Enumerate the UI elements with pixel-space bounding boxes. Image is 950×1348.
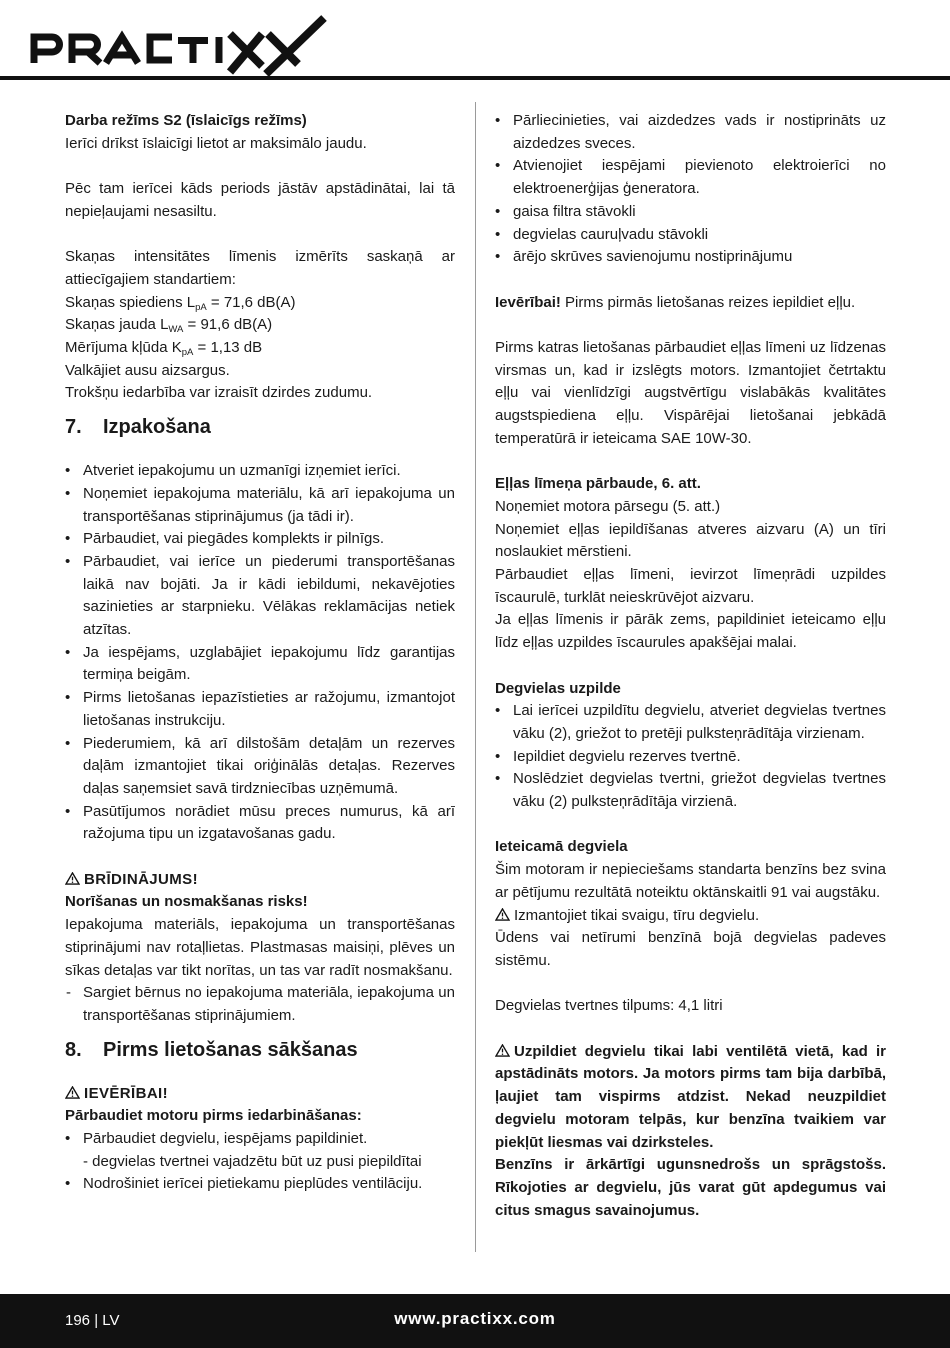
oil-check-line: Noņemiet motora pārsegu (5. att.) <box>495 497 721 515</box>
cool-text: Pēc tam ierīcei kāds periods jāstāv apstādinātai, lai tā nepieļaujami nesasiltu. <box>65 180 455 220</box>
warning-title: BRĪDINĀJUMS! <box>65 869 455 892</box>
tank-capacity: Degvielas tvertnes tilpums: 4,1 litri <box>495 997 723 1015</box>
fuel-list <box>495 700 886 814</box>
list-item: • Pārbaudiet, vai ierīce un piederumi transportēšanas laikā nav bojāti. Ja ir kādi iebildumi, nekavējoties sazinieties ar starpnieku. Vēlākas reklamācijas netiek atzītas. <box>65 551 455 642</box>
water-text: Ūdens vai netīrumi benzīnā bojā degvielas padeves sistēmu. <box>495 929 886 969</box>
fuel-title: Degvielas uzpilde <box>495 679 621 697</box>
left-column <box>65 110 455 1196</box>
fresh-fuel-warning: Izmantojiet tikai svaigu, tīru degvielu. <box>495 905 886 928</box>
header-rule <box>0 76 950 80</box>
list-item: • Pirms lietošanas iepazīstieties ar ražojumu, izmantojot lietošanas instrukciju. <box>65 687 455 732</box>
list-item: • Pārliecinieties, vai aizdedzes vads ir nostiprināts uz aizdedzes sveces. <box>495 110 886 155</box>
recommended-fuel-text: Šim motoram ir nepieciešams standarta benzīns bez svina ar pētījumu rezultātā noteiktu oktānskaitli 91 vai augstāku. <box>495 861 886 901</box>
oil-check-line: Ja eļļas līmenis ir pārāk zems, papildiniet ieteicamo eļļu līdz eļļas uzpildes īscaurules apakšējai malai. <box>495 611 886 652</box>
recommended-fuel-title: Ieteicamā degviela <box>495 838 628 856</box>
list-item: • Noņemiet iepakojuma materiālu, kā arī iepakojuma un transportēšanas stiprinājumus (ja tādi ir). <box>65 483 455 528</box>
section-7-heading: 7. Izpakošana <box>65 416 211 439</box>
right-column <box>495 110 886 1222</box>
column-divider <box>475 102 476 1252</box>
practixx-logo <box>30 14 330 76</box>
list-item: • Atveriet iepakojumu un uzmanīgi izņemiet ierīci. <box>65 460 455 483</box>
list-item: • Atvienojiet iespējami pievienoto elektroierīci no elektroenerģijas ģeneratora. <box>495 155 886 200</box>
sound-pressure: Skaņas spiediens $L_{pA} = 71,6$ dB(A) <box>65 293 296 313</box>
check-list-continued <box>495 110 886 269</box>
page-number: 196 | LV <box>65 1312 120 1329</box>
page-footer <box>0 1294 950 1348</box>
attention-title: IEVĒRĪBAI! <box>65 1083 455 1106</box>
ear-protection: Valkājiet ausu aizsargus. <box>65 361 230 379</box>
noise-intro: Skaņas intensitātes līmenis izmērīts saskaņā ar attiecīgajiem standartiem: <box>65 248 455 288</box>
safety-warning-2: Benzīns ir ārkārtīgi ugunsnedrošs un sprāgstošs. Rīkojoties ar degvielu, jūs varat gūt apdegumus vai citus smagus savainojumus. <box>495 1156 886 1219</box>
list-item: • Pārbaudiet degvielu, iespējams papildiniet. - degvielas tvertnei vajadzētu būt uz pusi piepildītai <box>65 1128 455 1173</box>
list-item: • gaisa filtra stāvokli <box>495 201 886 224</box>
list-item: • Nodrošiniet ierīcei pietiekamu pieplūdes ventilāciju. <box>65 1173 455 1196</box>
warning-triangle-icon <box>65 869 80 892</box>
list-item: • Pārbaudiet, vai piegādes komplekts ir pilnīgs. <box>65 528 455 551</box>
sound-power: Skaņas jauda $L_{WA} = 91,6$ dB(A) <box>65 316 273 336</box>
oil-text: Pirms katras lietošanas pārbaudiet eļļas līmeni uz līdzenas virsmas un, kad ir izslēgts motors. Izmantojiet četrtaktu eļļu vai vienlīdzīgi augstvērtīgu vislabākās kvalitātes augstspiediena eļļu. Vispārējai lietošanai jebkādā temperatūrā ir ieteicama SAE 10W-30. <box>495 339 886 447</box>
unpack-list <box>65 460 455 846</box>
list-item: • Piederumiem, kā arī dilstošām detaļām un rezerves daļām izmantojiet tikai oriģinālās detaļas. Rezerves daļas saņemsiet savā tirdzniecības uzņēmumā. <box>65 733 455 801</box>
oil-check-line: Pārbaudiet eļļas līmeni, ievirzot līmeņrādi uzpildes īscaurulē, turklāt neieskrūvējot aizvaru. <box>495 566 886 606</box>
list-item: • Pasūtījumos norādiet mūsu preces numurus, kā arī ražojuma tipu un izgatavošanas gadu. <box>65 801 455 846</box>
oil-check-line: Noņemiet eļļas iepildīšanas atveres aizvaru (A) un tīri noslaukiet mērstieni. <box>495 520 886 561</box>
s2-text: Ierīci drīkst īslaicīgi lietot ar maksimālo jaudu. <box>65 134 367 152</box>
list-item: • ārējo skrūves savienojumu nostiprinājumu <box>495 246 886 269</box>
s2-title: Darba režīms S2 (īslaicīgs režīms) <box>65 112 307 129</box>
list-item: • Noslēdziet degvielas tvertni, griežot degvielas tvertnes vāku (2) pulksteņrādītāja virzienā. <box>495 768 886 813</box>
list-item: - Sargiet bērnus no iepakojuma materiāla, iepakojuma un transportēšanas stiprinājumiem. <box>65 982 455 1027</box>
warning-triangle-icon <box>495 1041 510 1064</box>
list-item: • Ja iespējams, uzglabājiet iepakojumu līdz garantijas termiņa beigām. <box>65 642 455 687</box>
safety-warning: Uzpildiet degvielu tikai labi ventilētā vietā, kad ir apstādināts motors. Ja motors pirms tam bija darbībā, ļaujiet tam vispirms atdzist. Nekad neuzpildiet degvielu motoram telpās, kur benzīna tvaikiem var piekļūt liesmas vai dzirksteles. <box>495 1042 886 1151</box>
check-title: Pārbaudiet motoru pirms iedarbināšanas: <box>65 1107 362 1125</box>
warning-triangle-icon <box>65 1083 80 1106</box>
page-header <box>0 0 950 90</box>
section-8-heading: 8. Pirms lietošanas sākšanas <box>65 1038 358 1061</box>
warning-dash-list <box>65 982 455 1027</box>
warning-subtitle: Norīšanas un nosmakšanas risks! <box>65 893 308 911</box>
warning-text: Iepakojuma materiāls, iepakojuma un transportēšanas stiprinājumi nav rotaļlietas. Plastmasas maisiņi, plēves un sīkas detaļas var tikt norītas, un tas var radīt nosmakšanu. <box>65 916 455 979</box>
list-item: • Iepildiet degvielu rezerves tvertnē. <box>495 746 886 769</box>
check-list <box>65 1128 455 1196</box>
oil-note: Ievērībai! Pirms pirmās lietošanas reizes iepildiet eļļu. <box>495 293 856 311</box>
warning-triangle-icon <box>495 905 510 928</box>
list-item: • degvielas cauruļvadu stāvokli <box>495 224 886 247</box>
noise-warning: Trokšņu iedarbība var izraisīt dzirdes zudumu. <box>65 384 373 402</box>
footer-url: www.practixx.com <box>394 1309 556 1328</box>
measurement-error: Mērījuma kļūda $K_{pA} = 1,13$ dB <box>65 339 263 358</box>
list-item: • Lai ierīcei uzpildītu degvielu, atveriet degvielas tvertnes vāku (2), griežot to pretēji pulksteņrādītāja virzienam. <box>495 700 886 745</box>
oil-check-title: Eļļas līmeņa pārbaude, 6. att. <box>495 475 701 493</box>
